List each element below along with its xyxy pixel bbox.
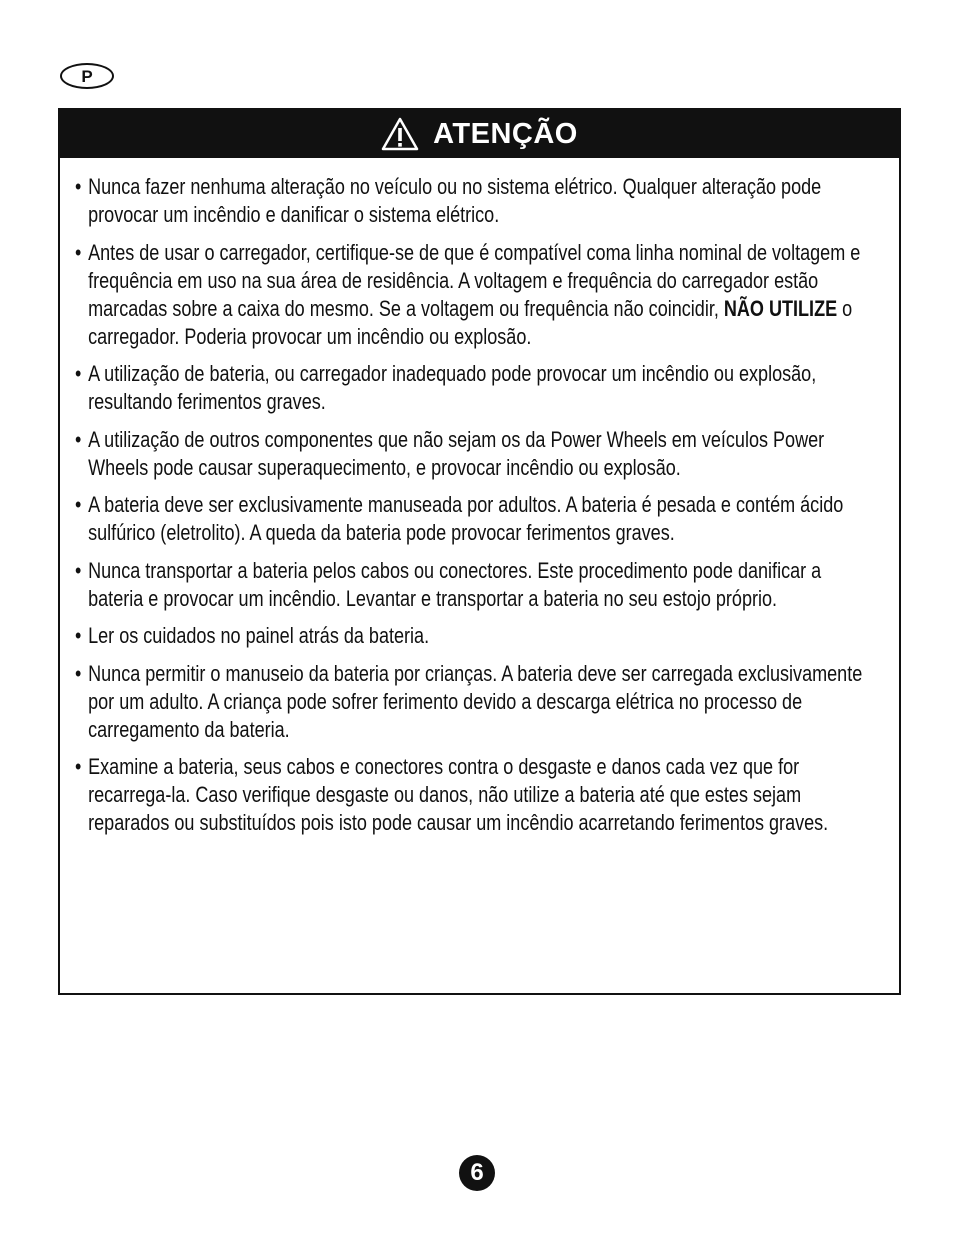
page-number: 6 [459, 1155, 495, 1191]
bullet: • [75, 174, 82, 199]
language-badge: P [60, 63, 114, 89]
list-item [75, 360, 877, 416]
list-item [75, 239, 877, 351]
item-text: Nunca transportar a bateria pelos cabos ou conectores. Este procedimento pode danificar a bateria e provocar um incêndio. Levantar e transportar a bateria no seu estojo próprio. [88, 557, 822, 611]
item-text-part: Antes de usar o carregador, certifique-se de que é compatível coma linha nominal de voltagem e frequência em uso na sua área de residência. A voltagem e frequência do carregador estão marcadas sobre a caixa do mesmo. Se a voltagem ou frequência não coincidir, [88, 239, 861, 321]
list-item [75, 660, 877, 744]
item-text: A bateria deve ser exclusivamente manuseada por adultos. A bateria é pesada e contém ácido sulfúrico (eletrolito). A queda da bateria pode provocar ferimentos graves. [88, 492, 844, 545]
item-text: Nunca permitir o manuseio da bateria por crianças. A bateria deve ser carregada exclusivamente por um adulto. A criança pode sofrer ferimento devido a descarga elétrica no processo de carregamento da bateria. [88, 660, 863, 742]
bullet: • [75, 623, 82, 648]
warning-box [58, 108, 901, 995]
warning-triangle-icon [381, 117, 419, 151]
bullet: • [75, 492, 82, 517]
list-item [75, 557, 877, 613]
list-item [75, 622, 877, 650]
bullet: • [75, 754, 82, 779]
item-text [88, 239, 877, 351]
bullet: • [75, 426, 82, 452]
emphasis-text: NÃO UTILIZE [723, 295, 838, 321]
bullet: • [75, 239, 82, 265]
bullet: • [75, 557, 82, 583]
list-item [75, 491, 877, 547]
item-text: A utilização de bateria, ou carregador inadequado pode provocar um incêndio ou explosão, resultando ferimentos graves. [88, 361, 817, 414]
warning-header [60, 110, 899, 158]
item-text: Examine a bateria, seus cabos e conectores contra o desgaste e danos cada vez que for recarrega-la. Caso verifique desgaste ou danos, não utilize a bateria até que estes sejam reparados ou substituídos pois isto pode causar um incêndio acarretando ferimentos graves. [88, 754, 829, 835]
item-text: A utilização de outros componentes que não sejam os da Power Wheels em veículos Power Wheels pode causar superaquecimento, e provocar incêndio ou explosão. [88, 426, 825, 480]
warning-list [60, 158, 899, 837]
list-item [75, 173, 877, 229]
bullet: • [75, 361, 82, 386]
item-text-part: o carregador. Poderia provocar um incêndio ou explosão. [88, 295, 853, 349]
item-text: Nunca fazer nenhuma alteração no veículo ou no sistema elétrico. Qualquer alteração pode provocar um incêndio e danificar o sistema elétrico. [88, 174, 822, 227]
item-text: Ler os cuidados no painel atrás da bateria. [88, 623, 430, 648]
bullet: • [75, 660, 82, 686]
warning-title: ATENÇÃO [433, 117, 578, 150]
list-item [75, 753, 877, 837]
list-item [75, 426, 877, 482]
